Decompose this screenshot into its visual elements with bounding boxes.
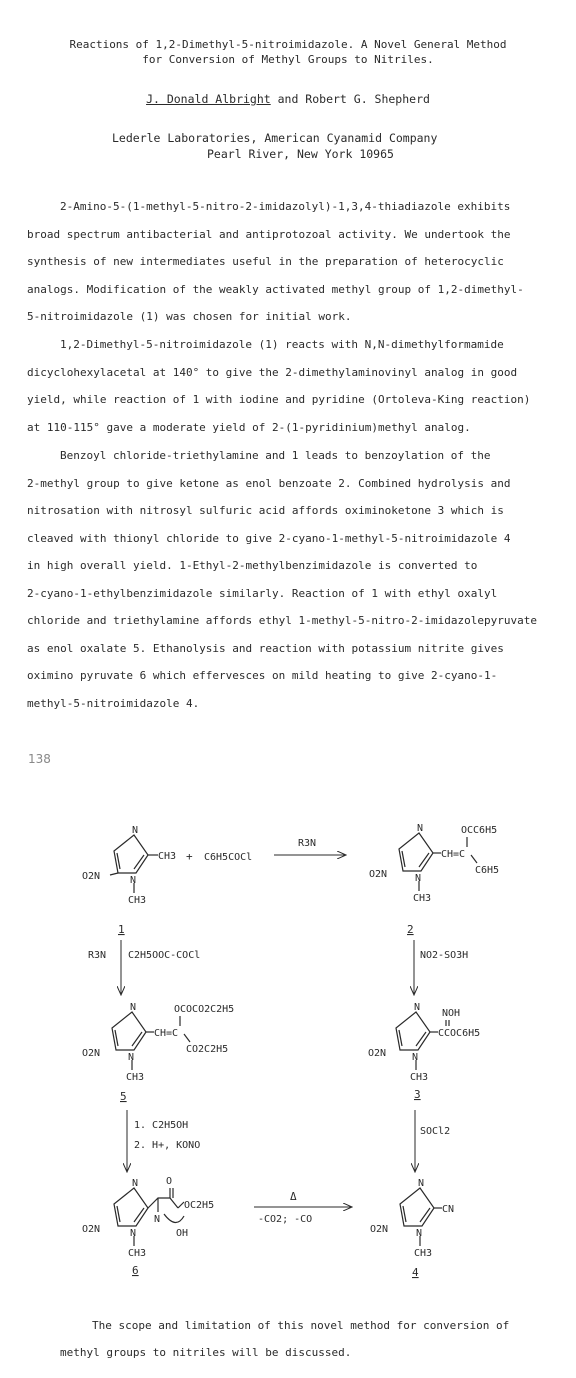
author-1: J. Donald Albright [146,92,271,106]
c4-cyano: CN [442,1204,455,1215]
ring-n-bottom: N [130,1228,137,1239]
c5-nitro: O2N [82,1048,101,1059]
paragraph-line: 2-methyl group to give ketone as enol benzoate 2. Combined hydrolysis and [27,476,511,490]
compound-5 [82,1002,234,1103]
ring-n-bottom: N [415,873,422,884]
ring-n-bottom: N [130,875,137,886]
ring-n-top: N [414,1002,421,1013]
c2-vinyl: CH=C [441,849,466,860]
plus-sign: + [186,850,193,863]
ring-n-top: N [132,1178,139,1189]
c6-ester: OC2H5 [184,1200,215,1211]
ring-n-bottom: N [412,1052,419,1063]
paragraph-line: synthesis of new intermediates useful in the preparation of heterocyclic [27,255,504,268]
paragraph-line: analogs. Modification of the weakly activated methyl group of 1,2-dimethyl- [27,282,524,296]
imidazole-ring [396,1012,430,1050]
arrow-6-to-4-heat: Δ [290,1190,297,1203]
closing-line: methyl groups to nitriles will be discussed. [60,1346,352,1359]
paragraph-line: 2-cyano-1-ethylbenzimidazole similarly. Reaction of 1 with ethyl oxalyl [27,586,498,600]
paragraph-line: chloride and triethylamine affords ethyl 1-methyl-5-nitro-2-imidazolepyruvate [27,614,537,627]
c2-benzoate: OCC6H5 [461,825,498,836]
paragraph-line: nitrosation with nitrosyl sulfuric acid affords oximinoketone 3 which is [27,504,504,517]
c4-nitro: O2N [370,1224,389,1235]
c3-nitro: O2N [368,1048,387,1059]
c1-methyl: CH3 [158,851,177,862]
affiliation-line-1: Lederle Laboratories, American Cyanamid Company [112,131,438,145]
benzoyl-chloride: C6H5COCl [204,852,253,863]
c1-n-methyl: CH3 [128,895,147,906]
paragraph-line: at 110-115° gave a moderate yield of 2-(1-pyridinium)methyl analog. [27,420,471,434]
paragraph-line: 1,2-Dimethyl-5-nitroimidazole (1) reacts with N,N-dimethylformamide [60,338,504,351]
paragraph-line: broad spectrum antibacterial and antiprotozoal activity. We undertook the [27,227,511,241]
c5-vinyl: CH=C [154,1028,179,1039]
author-2: and Robert G. Shepherd [270,92,430,106]
c3-ketone: CCOC6H5 [438,1028,481,1039]
c6-carbonyl-o: O [166,1176,173,1187]
c5-enol-oxalate: OCOCO2C2H5 [174,1004,235,1015]
paragraph-line: 2-Amino-5-(1-methyl-5-nitro-2-imidazolyl)-1,3,4-thiadiazole exhibits [60,200,511,213]
compound-6 [82,1176,214,1277]
ring-n-bottom: N [128,1052,135,1063]
imidazole-ring [400,1188,434,1226]
compound-4 [370,1178,454,1279]
c6-nitro: O2N [82,1224,101,1235]
affiliation-line-2: Pearl River, New York 10965 [207,147,394,161]
arrow-3-to-4-reagent: SOCl2 [420,1126,451,1137]
c6-oxime-oh: OH [176,1228,189,1239]
paper-title-line-1: Reactions of 1,2-Dimethyl-5-nitroimidazole. A Novel General Method [69,38,507,51]
compound-label-6: 6 [132,1264,139,1277]
imidazole-ring [114,835,148,873]
c3-n-methyl: CH3 [410,1072,429,1083]
c6-n-methyl: CH3 [128,1248,147,1259]
compound-label-5: 5 [120,1090,127,1103]
paragraph-line: dicyclohexylacetal at 140° to give the 2-dimethylaminovinyl analog in good [27,365,518,379]
c4-n-methyl: CH3 [414,1248,433,1259]
compound-label-2: 2 [407,923,414,936]
c1-nitro: O2N [82,871,101,882]
arrow-1-to-5-reagent-a: R3N [88,950,107,961]
imidazole-ring [399,833,433,871]
page-number: 138 [28,752,51,766]
paper-title-line-2: for Conversion of Methyl Groups to Nitriles. [142,53,434,66]
arrow-5-to-6-reagent-b: 2. H+, KONO [134,1140,201,1151]
c2-phenyl: C6H5 [475,865,500,876]
ring-n-top: N [132,825,139,836]
ring-n-top: N [130,1002,137,1013]
c2-nitro: O2N [369,869,388,880]
compound-3 [368,1002,480,1101]
c5-ester: CO2C2H5 [186,1044,229,1055]
ring-n-top: N [418,1178,425,1189]
compound-label-1: 1 [118,923,125,936]
arrow-5-to-6-reagent-a: 1. C2H5OH [134,1120,189,1131]
c6-oxime-n: N [154,1214,161,1225]
c3-oxime: NOH [442,1008,461,1019]
compound-2 [369,823,499,936]
paragraph-line: methyl-5-nitroimidazole 4. [27,696,200,710]
compound-label-3: 3 [414,1088,421,1101]
arrow-1-to-5-reagent-b: C2H5OOC-COCl [128,950,201,961]
paragraph-line: cleaved with thionyl chloride to give 2-cyano-1-methyl-5-nitroimidazole 4 [27,531,511,545]
paragraph-line: as enol oxalate 5. Ethanolysis and reaction with potassium nitrite gives [27,641,504,655]
arrow-6-to-4-reagent: -CO2; -CO [258,1214,313,1225]
compound-1 [82,825,176,936]
paragraph-line: yield, while reaction of 1 with iodine and pyridine (Ortoleva-King reaction) [27,393,531,406]
imidazole-ring [112,1012,146,1050]
arrow-2-to-3-reagent: NO2-SO3H [420,950,469,961]
closing-line: The scope and limitation of this novel method for conversion of [92,1319,510,1332]
paragraph-line: 5-nitroimidazole (1) was chosen for initial work. [27,310,352,323]
paragraph-line: Benzoyl chloride-triethylamine and 1 leads to benzoylation of the [60,449,491,462]
compound-label-4: 4 [412,1266,419,1279]
closing-paragraph [60,1312,540,1366]
paragraph-line: in high overall yield. 1-Ethyl-2-methylbenzimidazole is converted to [27,559,478,572]
arrow-1-to-2-reagent: R3N [298,838,317,849]
paragraph-line: oximino pyruvate 6 which effervesces on mild heating to give 2-cyano-1- [27,669,498,682]
c2-n-methyl: CH3 [413,893,432,904]
ring-n-top: N [417,823,424,834]
c5-n-methyl: CH3 [126,1072,145,1083]
imidazole-ring [114,1188,148,1226]
ring-n-bottom: N [416,1228,423,1239]
